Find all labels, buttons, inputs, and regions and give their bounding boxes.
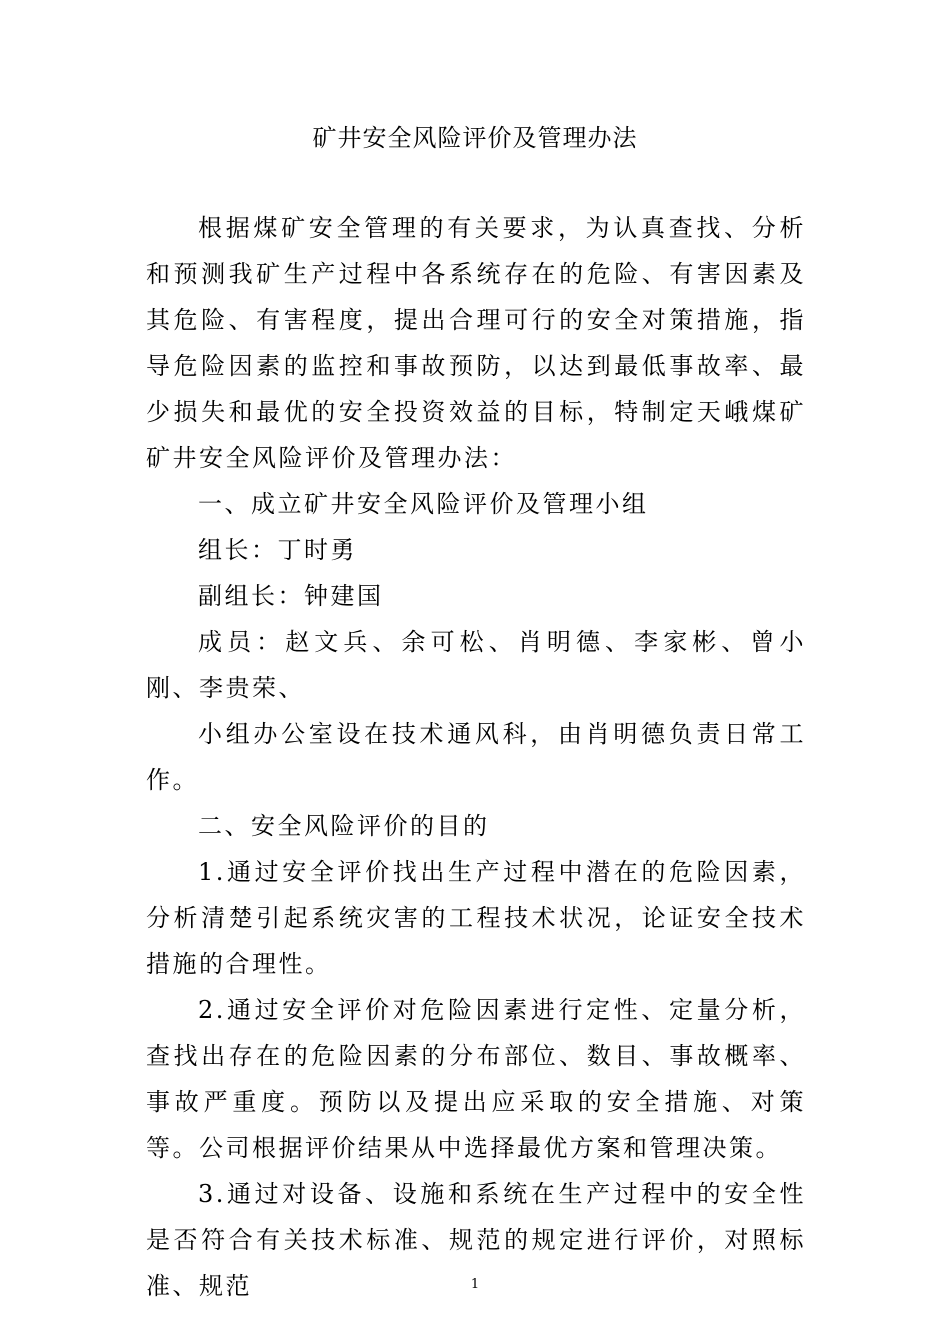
section-heading-2: 二、安全风险评价的目的: [198, 812, 490, 840]
paragraph-item-1: 1.通过安全评价找出生产过程中潜在的危险因素，分析清楚引起系统灾害的工程技术状况，论证安全技术措施的合理性。: [146, 858, 806, 978]
paragraph-item-2: 2.通过安全评价对危险因素进行定性、定量分析，查找出存在的危险因素的分布部位、数目、事故概率、事故严重度。预防以及提出应采取的安全措施、对策等。公司根据评价结果从中选择最优方案和管理决策。: [146, 996, 806, 1162]
page-number: 1: [470, 1277, 480, 1292]
paragraph-office: 小组办公室设在技术通风科，由肖明德负责日常工作。: [146, 720, 806, 794]
document-body: [146, 205, 806, 1309]
paragraph-deputy-leader: 副组长：钟建国: [198, 582, 384, 610]
paragraph-intro: 根据煤矿安全管理的有关要求，为认真查找、分析和预测我矿生产过程中各系统存在的危险、有害因素及其危险、有害程度，提出合理可行的安全对策措施，指导危险因素的监控和事故预防，以达到最低事故率、最少损失和最优的安全投资效益的目标，特制定天峨煤矿矿井安全风险评价及管理办法：: [146, 214, 806, 472]
document-title: 矿井安全风险评价及管理办法: [312, 124, 638, 152]
section-heading-1: 一、成立矿井安全风险评价及管理小组: [198, 490, 649, 518]
paragraph-item-3: 3.通过对设备、设施和系统在生产过程中的安全性是否符合有关技术标准、规范的规定进行评价，对照标准、规范: [146, 1180, 806, 1300]
paragraph-leader: 组长：丁时勇: [198, 536, 357, 564]
paragraph-members: 成员：赵文兵、余可松、肖明德、李家彬、曾小刚、李贵荣、: [146, 628, 806, 702]
